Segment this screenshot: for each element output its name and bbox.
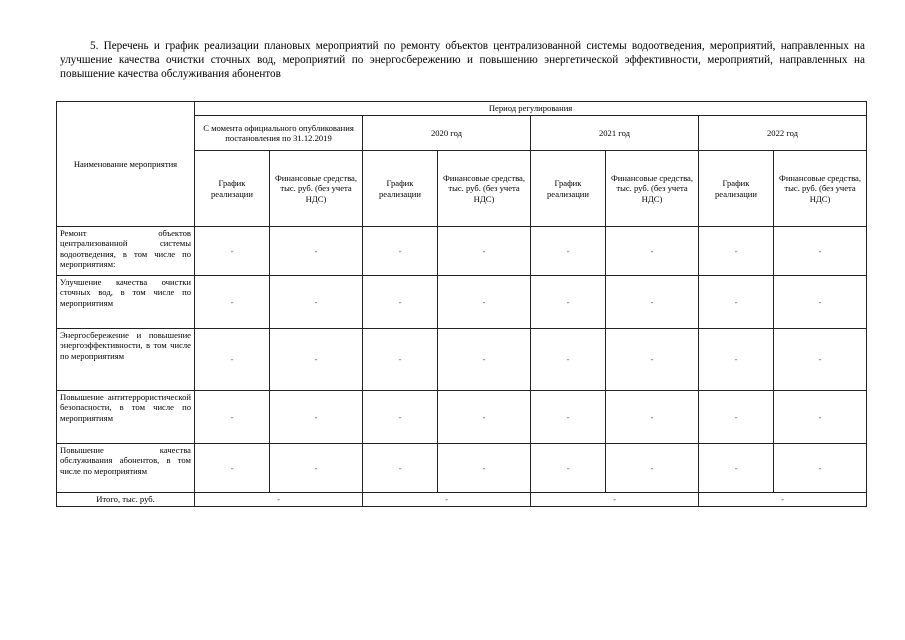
total-cell: -: [699, 493, 867, 507]
table-cell: -: [606, 444, 699, 493]
activity-name: Ремонт объектов централизованной системы водоотведения, в том числе по мероприятиям:: [57, 227, 195, 276]
table-cell: -: [438, 391, 531, 444]
table-cell: -: [438, 227, 531, 276]
table-cell: -: [195, 276, 270, 329]
activity-name: Повышение качества обслуживания абонентов, в том числе по мероприятиям: [57, 444, 195, 493]
activity-name: Повышение антитеррористической безопасности, в том числе по мероприятиям: [57, 391, 195, 444]
table-cell: -: [531, 276, 606, 329]
table-cell: -: [774, 227, 867, 276]
table-cell: -: [531, 329, 606, 391]
schedule-header: График реализации: [363, 151, 438, 227]
period-header-initial: С момента официального опубликования постановления по 31.12.2019: [195, 116, 363, 151]
table-cell: -: [699, 329, 774, 391]
table-row: [57, 444, 867, 493]
table-row: [57, 391, 867, 444]
table-cell: -: [270, 444, 363, 493]
table-cell: -: [438, 276, 531, 329]
table-cell: -: [195, 444, 270, 493]
table-cell: -: [606, 329, 699, 391]
table-cell: -: [774, 391, 867, 444]
table-cell: -: [363, 391, 438, 444]
table-cell: -: [774, 444, 867, 493]
table-cell: -: [270, 329, 363, 391]
period-header-2022: 2022 год: [699, 116, 867, 151]
table-cell: -: [774, 276, 867, 329]
table-cell: -: [699, 276, 774, 329]
total-row: [57, 493, 867, 507]
table-cell: -: [270, 391, 363, 444]
finance-header: Финансовые средства, тыс. руб. (без учета НДС): [774, 151, 867, 227]
table-cell: -: [270, 227, 363, 276]
table-cell: -: [363, 227, 438, 276]
table-cell: -: [363, 276, 438, 329]
table-cell: -: [531, 227, 606, 276]
period-header-2021: 2021 год: [531, 116, 699, 151]
table-cell: -: [606, 391, 699, 444]
total-cell: -: [195, 493, 363, 507]
finance-header: Финансовые средства, тыс. руб. (без учета НДС): [606, 151, 699, 227]
table-cell: -: [606, 276, 699, 329]
table-cell: -: [531, 444, 606, 493]
table-cell: -: [774, 329, 867, 391]
schedule-header: График реализации: [195, 151, 270, 227]
table-row: [57, 276, 867, 329]
period-header: Период регулирования: [195, 102, 867, 116]
table-cell: -: [699, 444, 774, 493]
table-cell: -: [270, 276, 363, 329]
total-label: Итого, тыс. руб.: [57, 493, 195, 507]
table-cell: -: [438, 329, 531, 391]
activity-name: Энергосбережение и повышение энергоэффективности, в том числе по мероприятиям: [57, 329, 195, 391]
table-cell: -: [606, 227, 699, 276]
finance-header: Финансовые средства, тыс. руб. (без учета НДС): [270, 151, 363, 227]
activity-name: Улучшение качества очистки сточных вод, в том числе по мероприятиям: [57, 276, 195, 329]
table-cell: -: [699, 227, 774, 276]
period-header-2020: 2020 год: [363, 116, 531, 151]
plan-table: [56, 101, 867, 507]
schedule-header: График реализации: [699, 151, 774, 227]
table-row: [57, 227, 867, 276]
table-cell: -: [195, 329, 270, 391]
table-cell: -: [363, 329, 438, 391]
table-cell: -: [699, 391, 774, 444]
finance-header: Финансовые средства, тыс. руб. (без учета НДС): [438, 151, 531, 227]
table-cell: -: [363, 444, 438, 493]
schedule-header: График реализации: [531, 151, 606, 227]
table-cell: -: [195, 227, 270, 276]
table-cell: -: [195, 391, 270, 444]
name-column-header: Наименование мероприятия: [57, 102, 195, 227]
total-cell: -: [531, 493, 699, 507]
section-heading: 5. Перечень и график реализации плановых мероприятий по ремонту объектов централизованной системы водоотведения, мероприятий, направленных на улучшение качества очистки сточных вод, мероприятий по энергосбережению и повышению энергетической эффективности, мероприятий, направленных на повышение качества обслуживания абонентов: [60, 40, 865, 80]
table-cell: -: [438, 444, 531, 493]
total-cell: -: [363, 493, 531, 507]
table-row: [57, 329, 867, 391]
table-cell: -: [531, 391, 606, 444]
